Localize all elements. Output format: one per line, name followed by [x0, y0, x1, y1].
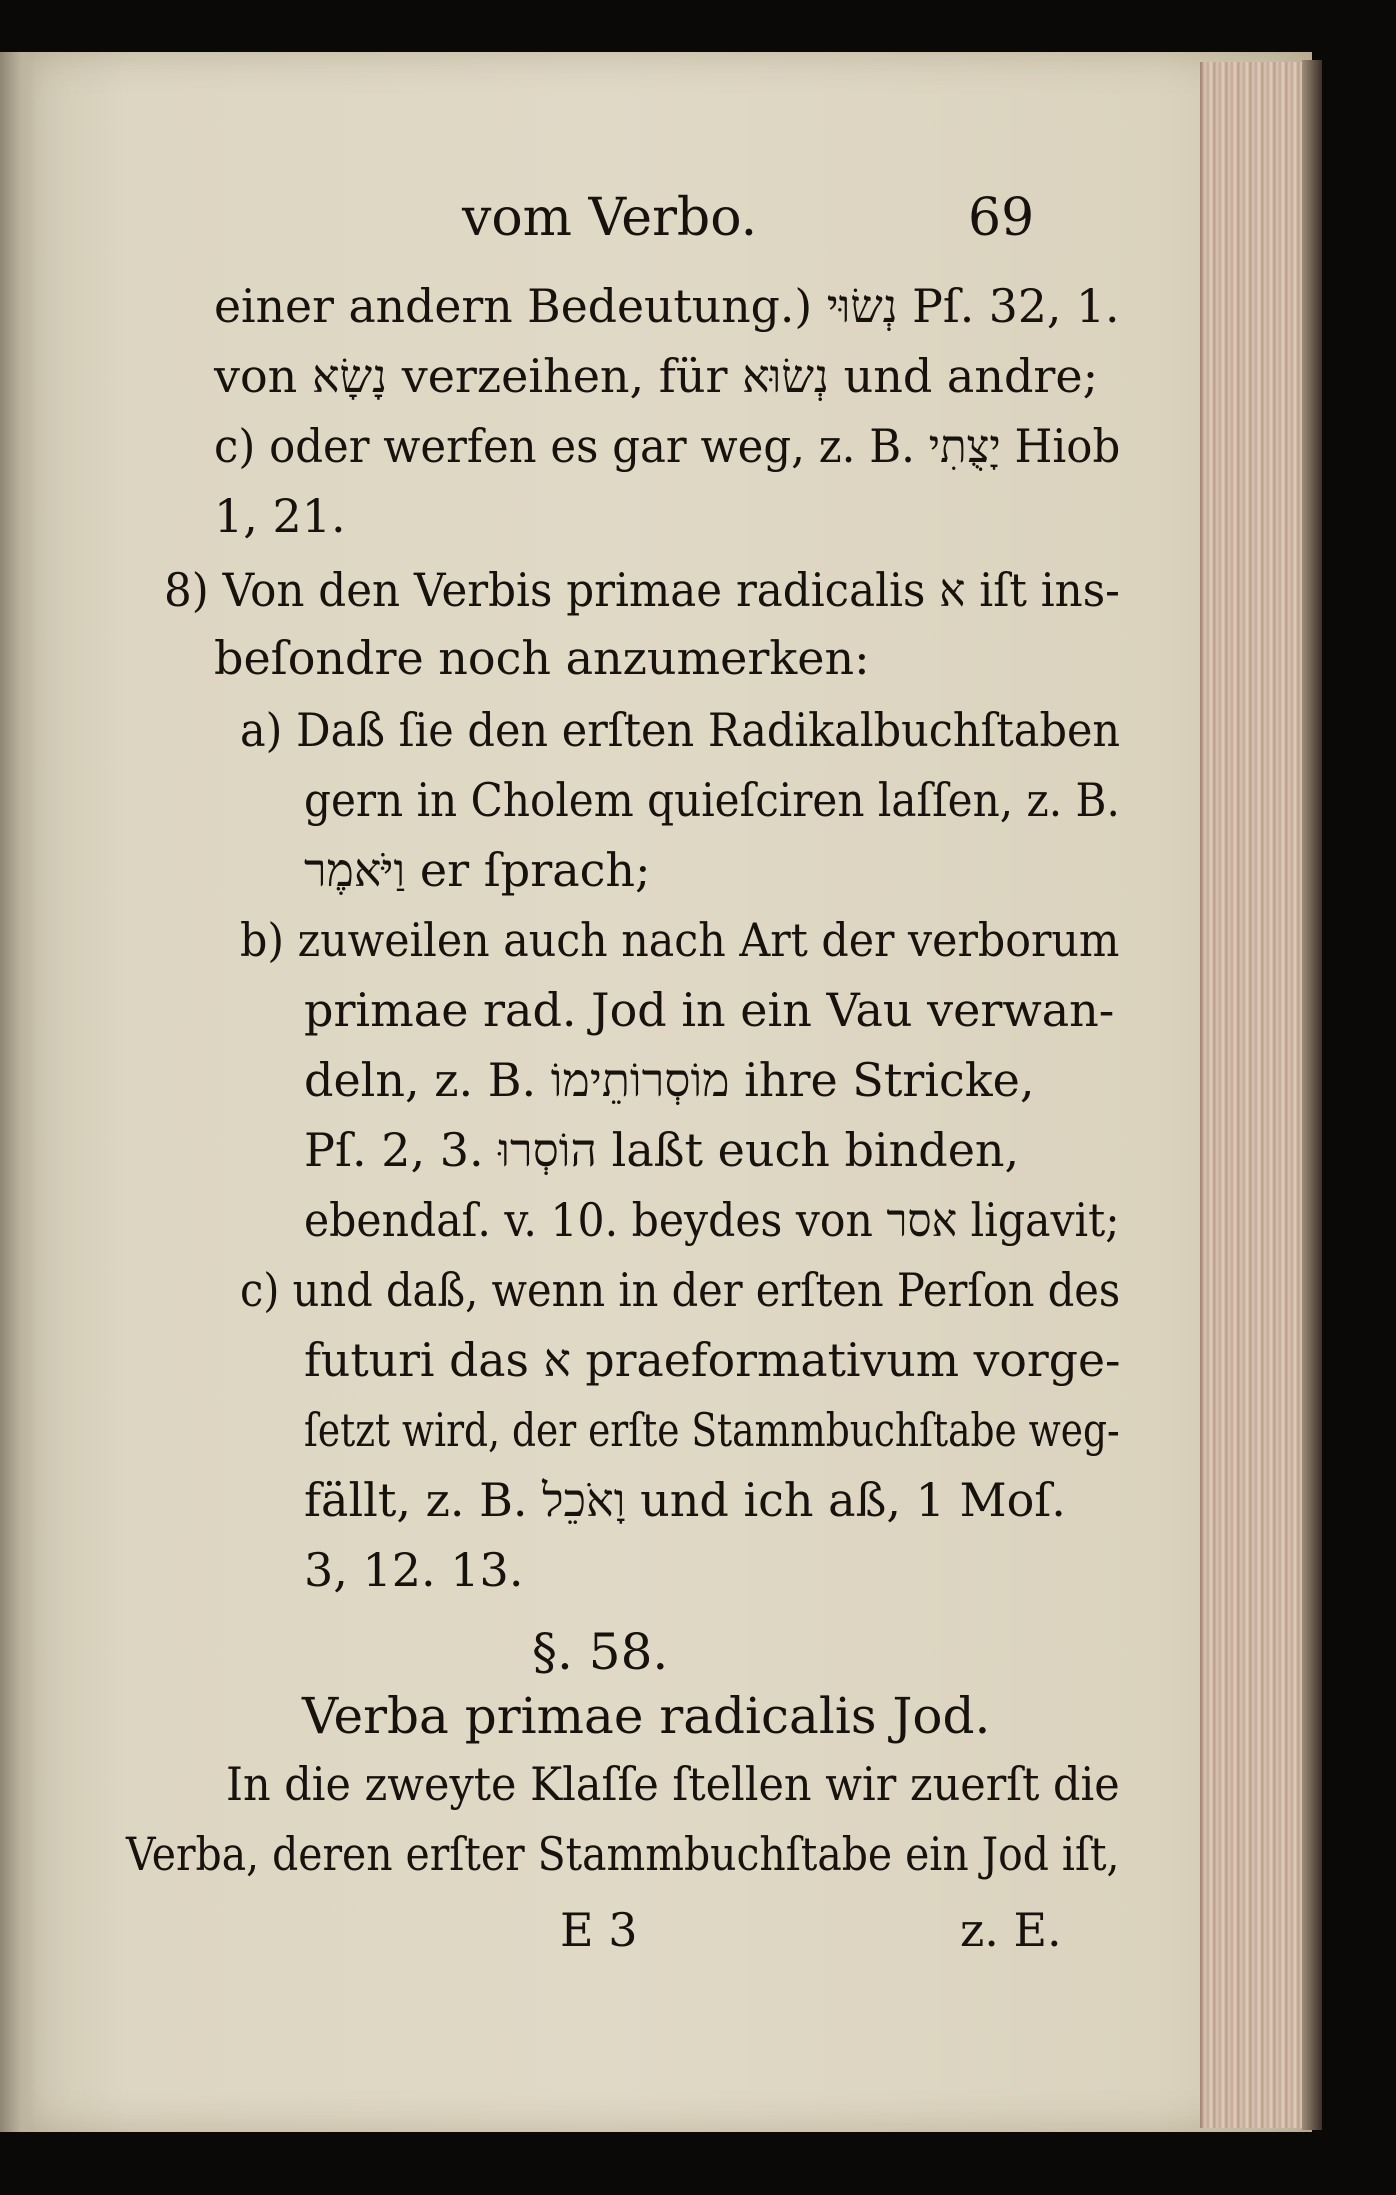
text-line: gern in Cholem quieſciren laſſen, z. B.	[304, 773, 1120, 827]
text-line: Verba, deren erſter Stammbuchſtabe ein Jod iſt,	[126, 1827, 1120, 1881]
text-line: ſetzt wird, der erſte Stammbuchſtabe weg-	[304, 1403, 1120, 1457]
text-line: beſondre noch anzumerken:	[214, 631, 870, 685]
text-line: In die zweyte Klaſſe ſtellen wir zuerſt die	[226, 1757, 1120, 1811]
text-line: ebendaſ. v. 10. beydes von אסר ligavit;	[304, 1193, 1120, 1247]
text-line: Pſ. 2, 3. הוֹסְרוּ laßt euch binden,	[304, 1123, 1020, 1177]
section-title: Verba primae radicalis Jod.	[302, 1687, 991, 1745]
text-line: c) und daß, wenn in der erſten Perſon des	[240, 1263, 1121, 1317]
page-edges	[1200, 62, 1312, 2128]
text-line: b) zuweilen auch nach Art der verborum	[240, 913, 1120, 967]
text-line: c) oder werfen es gar weg, z. B. יָצֻתִי Hiob	[214, 419, 1121, 473]
page-edge-shadow	[1302, 60, 1322, 2130]
text-line: einer andern Bedeutung.) נְשׂוּי Pſ. 32, 1.	[214, 279, 1120, 333]
text-line: 8) Von den Verbis primae radicalis א iſt ins-	[164, 563, 1120, 617]
text-line: fällt, z. B. וָאֹכֵל und ich aß, 1 Moſ.	[304, 1473, 1066, 1527]
text-line: primae rad. Jod in ein Vau verwan-	[304, 983, 1115, 1037]
text-line: a) Daß ſie den erſten Radikalbuchſtaben	[240, 703, 1121, 757]
text-line: deln, z. B. מוֹסְרוֹתֵימוֹ ihre Stricke,	[304, 1053, 1035, 1107]
signature-mark: E 3	[560, 1903, 638, 1957]
page-number: 69	[968, 188, 1035, 248]
text-line: 3, 12. 13.	[304, 1543, 524, 1597]
text-line: von נָשָׂא verzeihen, für נְשׂוּא und andre;	[214, 349, 1099, 403]
text-line: 1, 21.	[214, 489, 346, 543]
catchword: z. E.	[960, 1903, 1062, 1957]
text-line: futuri das א praeformativum vorge-	[304, 1333, 1121, 1387]
running-head: vom Verbo.	[462, 188, 758, 248]
page-gutter	[0, 52, 36, 2132]
section-number: §. 58.	[532, 1623, 669, 1681]
text-line: וַיֹּאמֶר er ſprach;	[304, 843, 651, 897]
